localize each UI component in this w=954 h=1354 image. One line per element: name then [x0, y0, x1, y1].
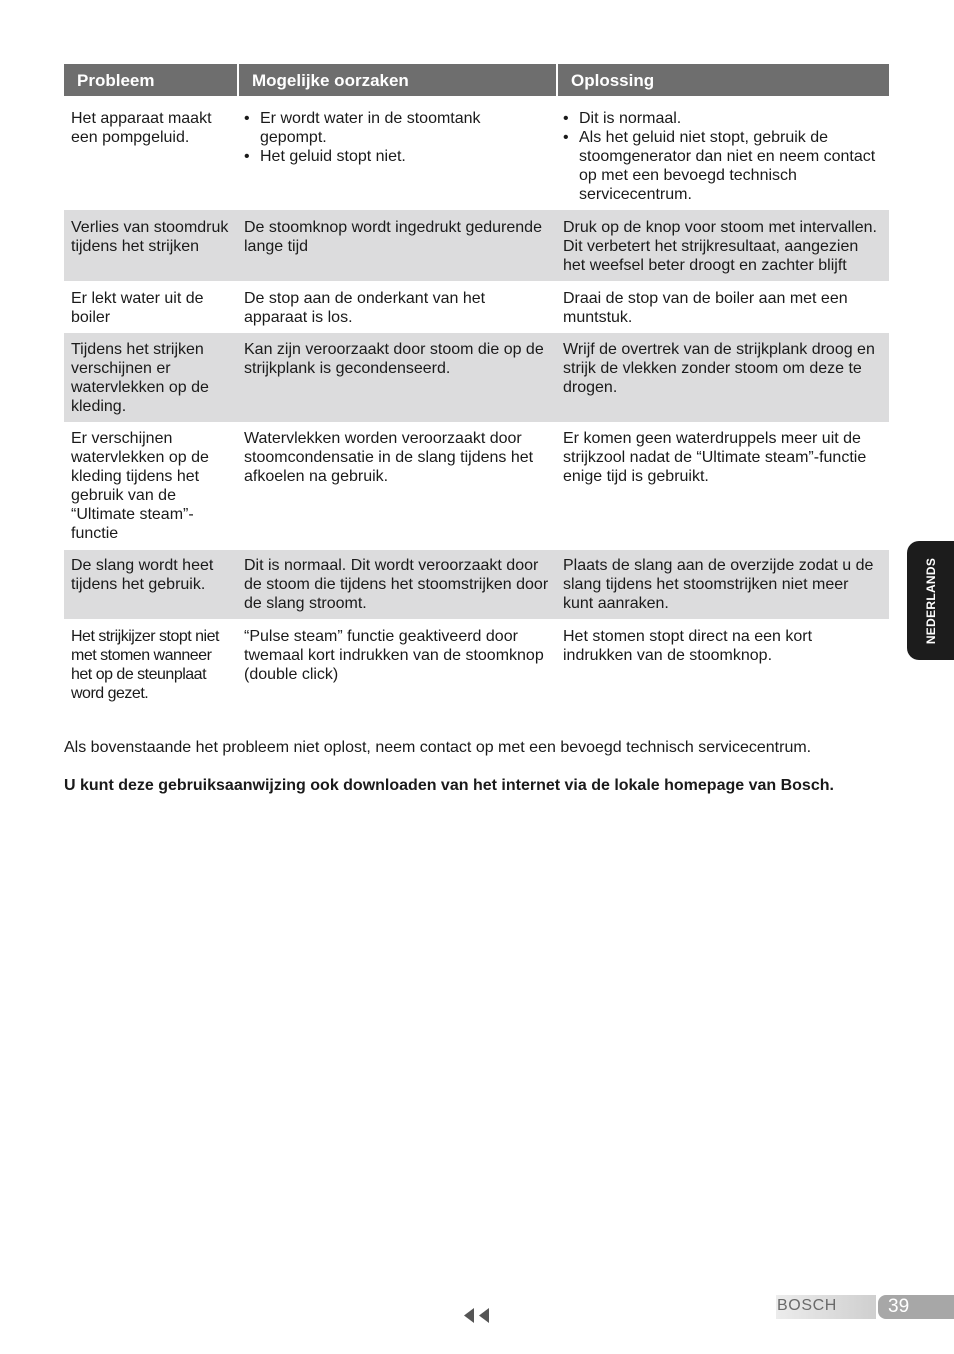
problem-cell: Het strijkijzer stopt niet met stomen wanneer het op de steunplaat word gezet.	[71, 628, 219, 702]
problem-cell: Er verschijnen watervlekken op de kleding tijdens het gebruik van de “Ultimate steam”-functie	[71, 430, 209, 542]
problem-cell: Verlies van stoomdruk tijdens het strijken	[64, 210, 238, 281]
header-causes: Mogelijke oorzaken	[238, 64, 557, 96]
language-tab	[907, 541, 954, 660]
page-number: 39	[888, 1296, 910, 1317]
list-item: • Er wordt water in de stoomtank gepompt.	[244, 109, 551, 147]
solution-cell: Er komen geen waterdruppels meer uit de strijkzool nadat de “Ultimate steam”-functie enige tijd is gebruikt.	[563, 430, 867, 485]
cause-cell: Kan zijn veroorzaakt door stoom die op de strijkplank is gecondenseerd.	[238, 333, 557, 422]
table-row	[64, 210, 889, 281]
cause-cell: “Pulse steam” functie geaktiveerd door twemaal kort indrukken van de stoomknop (double click)	[244, 628, 544, 683]
table-row	[64, 281, 889, 333]
brand-label: BOSCH	[777, 1297, 837, 1314]
list-item: • Dit is normaal.	[563, 109, 883, 128]
problem-cell: Het apparaat maakt een pompgeluid.	[71, 110, 212, 146]
table-row	[64, 550, 889, 619]
solution-cell: Druk op de knop voor stoom met intervallen. Dit verbetert het strijkresultaat, aangezien het weefsel beter droogt en zachter blijft	[557, 210, 889, 281]
troubleshooting-table	[64, 64, 889, 708]
cause-cell: De stop aan de onderkant van het apparaat is los.	[244, 290, 486, 326]
solution-cell: Wrijf de overtrek van de strijkplank droog en strijk de vlekken zonder stoom om deze te drogen.	[557, 333, 889, 422]
language-tab-label: NEDERLANDS	[923, 557, 938, 644]
download-note: U kunt deze gebruiksaanwijzing ook downloaden van het internet via de lokale homepage van Bosch.	[64, 777, 834, 794]
solutions-list	[563, 109, 883, 204]
problem-cell: Er lekt water uit de boiler	[71, 290, 204, 326]
page-number-badge	[878, 1295, 954, 1319]
header-problem: Probleem	[64, 64, 238, 96]
solution-cell: Het stomen stopt direct na een kort indrukken van de stoomknop.	[563, 628, 813, 664]
causes-cell	[238, 96, 557, 210]
causes-list	[244, 109, 551, 166]
problem-cell: De slang wordt heet tijdens het gebruik.	[64, 550, 238, 619]
table-header-row	[64, 64, 889, 96]
nav-arrows-svg	[462, 1307, 492, 1325]
table-row	[64, 96, 889, 210]
cause-cell: Dit is normaal. Dit wordt veroorzaakt door de stoom die tijdens het stoomstrijken door de slang stroomt.	[238, 550, 557, 619]
solution-cell: Plaats de slang aan de overzijde zodat u de slang tijdens het stoomstrijken niet meer kunt aanraken.	[557, 550, 889, 619]
service-note: Als bovenstaande het probleem niet oplost, neem contact op met een bevoegd technisch servicecentrum.	[64, 739, 812, 756]
solution-cell: Draai de stop van de boiler aan met een muntstuk.	[563, 290, 848, 326]
double-left-arrow-icon[interactable]	[462, 1307, 492, 1325]
header-solution: Oplossing	[557, 64, 889, 96]
table-row	[64, 422, 889, 550]
cause-cell: De stoomknop wordt ingedrukt gedurende lange tijd	[238, 210, 557, 281]
table-row	[64, 333, 889, 422]
problem-cell: Tijdens het strijken verschijnen er watervlekken op de kleding.	[64, 333, 238, 422]
cause-cell: Watervlekken worden veroorzaakt door stoomcondensatie in de slang tijdens het afkoelen na gebruik.	[244, 430, 534, 485]
list-item: • Als het geluid niet stopt, gebruik de stoomgenerator dan niet en neem contact op met een bevoegd technisch servicecentrum.	[563, 128, 883, 204]
table-row	[64, 619, 889, 708]
list-item: • Het geluid stopt niet.	[244, 147, 551, 166]
footer-brand	[776, 1295, 876, 1319]
solution-cell	[557, 96, 889, 210]
